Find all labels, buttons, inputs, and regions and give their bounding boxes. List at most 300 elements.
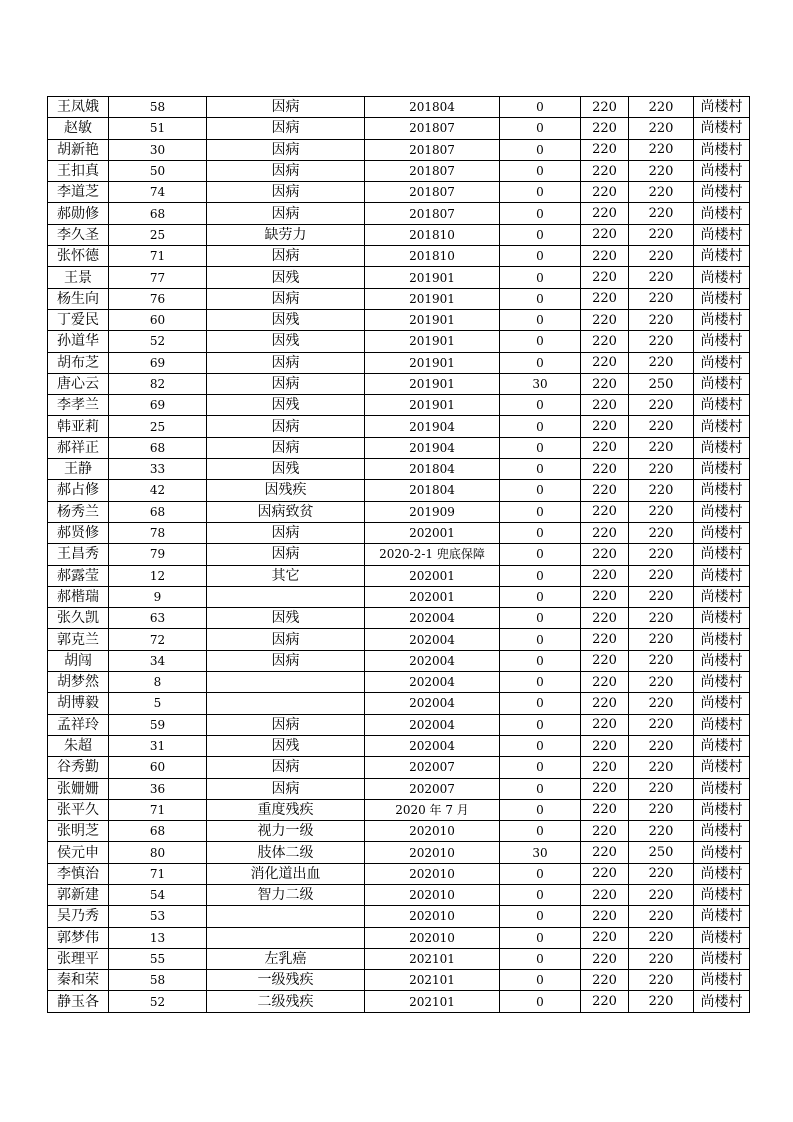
table-row <box>48 906 750 927</box>
village-cell: 尚楼村 <box>694 650 750 671</box>
add-amount-cell: 0 <box>500 97 581 118</box>
reason-cell: 因病 <box>207 778 365 799</box>
village-cell: 尚楼村 <box>694 480 750 501</box>
table-row <box>48 629 750 650</box>
name-cell: 王静 <box>48 459 109 480</box>
village-cell: 尚楼村 <box>694 693 750 714</box>
add-amount-cell: 0 <box>500 309 581 330</box>
total-amount-cell: 220 <box>629 778 694 799</box>
age-cell: 52 <box>109 991 207 1012</box>
total-amount-cell: 220 <box>629 608 694 629</box>
base-amount-cell: 220 <box>581 650 629 671</box>
age-cell: 33 <box>109 459 207 480</box>
total-amount-cell: 220 <box>629 395 694 416</box>
total-amount-cell: 220 <box>629 927 694 948</box>
name-cell: 李久圣 <box>48 224 109 245</box>
add-amount-cell: 0 <box>500 480 581 501</box>
reason-cell <box>207 927 365 948</box>
village-cell: 尚楼村 <box>694 714 750 735</box>
table-row <box>48 224 750 245</box>
name-cell: 王凤娥 <box>48 97 109 118</box>
add-amount-cell: 0 <box>500 757 581 778</box>
village-cell: 尚楼村 <box>694 884 750 905</box>
reason-cell: 因病 <box>207 182 365 203</box>
village-cell: 尚楼村 <box>694 373 750 394</box>
date-cell: 201901 <box>365 331 500 352</box>
name-cell: 谷秀勤 <box>48 757 109 778</box>
add-amount-cell: 0 <box>500 650 581 671</box>
add-amount-cell: 0 <box>500 224 581 245</box>
add-amount-cell: 0 <box>500 267 581 288</box>
total-amount-cell: 220 <box>629 139 694 160</box>
table-row <box>48 884 750 905</box>
base-amount-cell: 220 <box>581 757 629 778</box>
table-body <box>48 97 750 1013</box>
date-cell: 201807 <box>365 182 500 203</box>
age-cell: 60 <box>109 757 207 778</box>
table-row <box>48 735 750 756</box>
village-cell: 尚楼村 <box>694 139 750 160</box>
date-cell: 201807 <box>365 139 500 160</box>
age-cell: 51 <box>109 118 207 139</box>
table-row <box>48 672 750 693</box>
name-cell: 孟祥玲 <box>48 714 109 735</box>
table-row <box>48 821 750 842</box>
table-row <box>48 522 750 543</box>
name-cell: 郭克兰 <box>48 629 109 650</box>
date-cell: 201901 <box>365 352 500 373</box>
date-cell: 201807 <box>365 160 500 181</box>
base-amount-cell: 220 <box>581 501 629 522</box>
add-amount-cell: 0 <box>500 693 581 714</box>
add-amount-cell: 0 <box>500 672 581 693</box>
village-cell: 尚楼村 <box>694 224 750 245</box>
total-amount-cell: 220 <box>629 224 694 245</box>
base-amount-cell: 220 <box>581 693 629 714</box>
base-amount-cell: 220 <box>581 352 629 373</box>
total-amount-cell: 220 <box>629 693 694 714</box>
reason-cell: 因病 <box>207 757 365 778</box>
reason-cell: 视力一级 <box>207 821 365 842</box>
total-amount-cell: 220 <box>629 586 694 607</box>
table-row <box>48 586 750 607</box>
total-amount-cell: 220 <box>629 97 694 118</box>
age-cell: 71 <box>109 799 207 820</box>
table-row <box>48 608 750 629</box>
age-cell: 69 <box>109 352 207 373</box>
table-row <box>48 970 750 991</box>
reason-cell: 肢体二级 <box>207 842 365 863</box>
table-row <box>48 714 750 735</box>
village-cell: 尚楼村 <box>694 437 750 458</box>
name-cell: 张明芝 <box>48 821 109 842</box>
reason-cell: 因残 <box>207 459 365 480</box>
add-amount-cell: 0 <box>500 118 581 139</box>
add-amount-cell: 0 <box>500 906 581 927</box>
age-cell: 69 <box>109 395 207 416</box>
age-cell: 9 <box>109 586 207 607</box>
base-amount-cell: 220 <box>581 991 629 1012</box>
add-amount-cell: 0 <box>500 608 581 629</box>
reason-cell: 因残 <box>207 735 365 756</box>
age-cell: 71 <box>109 863 207 884</box>
table-row <box>48 352 750 373</box>
total-amount-cell: 220 <box>629 565 694 586</box>
age-cell: 36 <box>109 778 207 799</box>
village-cell: 尚楼村 <box>694 203 750 224</box>
add-amount-cell: 0 <box>500 395 581 416</box>
base-amount-cell: 220 <box>581 970 629 991</box>
reason-cell: 因病 <box>207 118 365 139</box>
total-amount-cell: 220 <box>629 544 694 565</box>
village-cell: 尚楼村 <box>694 97 750 118</box>
village-cell: 尚楼村 <box>694 629 750 650</box>
name-cell: 赵敏 <box>48 118 109 139</box>
table-row <box>48 842 750 863</box>
age-cell: 68 <box>109 437 207 458</box>
date-cell: 201810 <box>365 224 500 245</box>
name-cell: 郝贤修 <box>48 522 109 543</box>
reason-cell <box>207 672 365 693</box>
base-amount-cell: 220 <box>581 288 629 309</box>
age-cell: 59 <box>109 714 207 735</box>
age-cell: 78 <box>109 522 207 543</box>
total-amount-cell: 220 <box>629 416 694 437</box>
date-cell: 201810 <box>365 246 500 267</box>
table-row <box>48 501 750 522</box>
reason-cell: 重度残疾 <box>207 799 365 820</box>
base-amount-cell: 220 <box>581 778 629 799</box>
add-amount-cell: 30 <box>500 373 581 394</box>
total-amount-cell: 220 <box>629 821 694 842</box>
table-row <box>48 459 750 480</box>
reason-cell: 因病 <box>207 714 365 735</box>
village-cell: 尚楼村 <box>694 118 750 139</box>
age-cell: 68 <box>109 501 207 522</box>
total-amount-cell: 220 <box>629 331 694 352</box>
date-cell: 201904 <box>365 416 500 437</box>
add-amount-cell: 0 <box>500 927 581 948</box>
date-cell: 201904 <box>365 437 500 458</box>
reason-cell: 因病 <box>207 437 365 458</box>
village-cell: 尚楼村 <box>694 182 750 203</box>
base-amount-cell: 220 <box>581 906 629 927</box>
total-amount-cell: 220 <box>629 480 694 501</box>
date-cell: 202010 <box>365 842 500 863</box>
total-amount-cell: 220 <box>629 906 694 927</box>
add-amount-cell: 0 <box>500 735 581 756</box>
total-amount-cell: 220 <box>629 884 694 905</box>
village-cell: 尚楼村 <box>694 799 750 820</box>
base-amount-cell: 220 <box>581 203 629 224</box>
village-cell: 尚楼村 <box>694 352 750 373</box>
total-amount-cell: 220 <box>629 799 694 820</box>
village-cell: 尚楼村 <box>694 970 750 991</box>
age-cell: 8 <box>109 672 207 693</box>
add-amount-cell: 0 <box>500 821 581 842</box>
date-cell: 202004 <box>365 629 500 650</box>
add-amount-cell: 0 <box>500 437 581 458</box>
date-cell: 202010 <box>365 884 500 905</box>
date-cell: 201909 <box>365 501 500 522</box>
village-cell: 尚楼村 <box>694 267 750 288</box>
total-amount-cell: 220 <box>629 863 694 884</box>
date-cell: 202007 <box>365 757 500 778</box>
date-cell: 202004 <box>365 608 500 629</box>
age-cell: 79 <box>109 544 207 565</box>
add-amount-cell: 0 <box>500 948 581 969</box>
date-cell: 201804 <box>365 480 500 501</box>
add-amount-cell: 0 <box>500 203 581 224</box>
reason-cell: 一级残疾 <box>207 970 365 991</box>
total-amount-cell: 220 <box>629 970 694 991</box>
add-amount-cell: 0 <box>500 544 581 565</box>
name-cell: 张久凯 <box>48 608 109 629</box>
village-cell: 尚楼村 <box>694 544 750 565</box>
age-cell: 77 <box>109 267 207 288</box>
base-amount-cell: 220 <box>581 182 629 203</box>
add-amount-cell: 0 <box>500 884 581 905</box>
add-amount-cell: 0 <box>500 160 581 181</box>
reason-cell: 因残 <box>207 331 365 352</box>
add-amount-cell: 0 <box>500 799 581 820</box>
base-amount-cell: 220 <box>581 544 629 565</box>
village-cell: 尚楼村 <box>694 522 750 543</box>
date-cell: 202007 <box>365 778 500 799</box>
date-cell: 202004 <box>365 672 500 693</box>
base-amount-cell: 220 <box>581 948 629 969</box>
village-cell: 尚楼村 <box>694 757 750 778</box>
reason-cell: 因残疾 <box>207 480 365 501</box>
add-amount-cell: 30 <box>500 842 581 863</box>
add-amount-cell: 0 <box>500 459 581 480</box>
name-cell: 李慎治 <box>48 863 109 884</box>
base-amount-cell: 220 <box>581 565 629 586</box>
table-row <box>48 97 750 118</box>
age-cell: 25 <box>109 224 207 245</box>
add-amount-cell: 0 <box>500 288 581 309</box>
total-amount-cell: 220 <box>629 714 694 735</box>
date-cell: 202001 <box>365 586 500 607</box>
table-row <box>48 480 750 501</box>
base-amount-cell: 220 <box>581 586 629 607</box>
table-row <box>48 203 750 224</box>
table-row <box>48 331 750 352</box>
name-cell: 侯元申 <box>48 842 109 863</box>
age-cell: 5 <box>109 693 207 714</box>
date-cell: 202010 <box>365 821 500 842</box>
total-amount-cell: 220 <box>629 437 694 458</box>
add-amount-cell: 0 <box>500 331 581 352</box>
name-cell: 李道芝 <box>48 182 109 203</box>
name-cell: 胡新艳 <box>48 139 109 160</box>
date-cell: 202004 <box>365 650 500 671</box>
date-cell: 201901 <box>365 395 500 416</box>
date-cell: 202004 <box>365 714 500 735</box>
add-amount-cell: 0 <box>500 139 581 160</box>
date-cell: 2020 年 7 月 <box>365 799 500 820</box>
reason-cell: 因残 <box>207 395 365 416</box>
reason-cell: 智力二级 <box>207 884 365 905</box>
name-cell: 郝露莹 <box>48 565 109 586</box>
village-cell: 尚楼村 <box>694 821 750 842</box>
total-amount-cell: 220 <box>629 118 694 139</box>
date-cell: 202010 <box>365 927 500 948</box>
date-cell: 202101 <box>365 970 500 991</box>
add-amount-cell: 0 <box>500 586 581 607</box>
base-amount-cell: 220 <box>581 118 629 139</box>
total-amount-cell: 220 <box>629 629 694 650</box>
age-cell: 80 <box>109 842 207 863</box>
age-cell: 50 <box>109 160 207 181</box>
name-cell: 吴乃秀 <box>48 906 109 927</box>
age-cell: 76 <box>109 288 207 309</box>
reason-cell: 左乳癌 <box>207 948 365 969</box>
base-amount-cell: 220 <box>581 608 629 629</box>
reason-cell: 二级残疾 <box>207 991 365 1012</box>
table-row <box>48 991 750 1012</box>
village-cell: 尚楼村 <box>694 501 750 522</box>
village-cell: 尚楼村 <box>694 459 750 480</box>
table-row <box>48 182 750 203</box>
age-cell: 54 <box>109 884 207 905</box>
name-cell: 王昌秀 <box>48 544 109 565</box>
add-amount-cell: 0 <box>500 778 581 799</box>
table-row <box>48 160 750 181</box>
reason-cell: 因病 <box>207 373 365 394</box>
age-cell: 52 <box>109 331 207 352</box>
name-cell: 胡博毅 <box>48 693 109 714</box>
name-cell: 静玉各 <box>48 991 109 1012</box>
age-cell: 13 <box>109 927 207 948</box>
base-amount-cell: 220 <box>581 139 629 160</box>
base-amount-cell: 220 <box>581 309 629 330</box>
age-cell: 68 <box>109 203 207 224</box>
village-cell: 尚楼村 <box>694 309 750 330</box>
add-amount-cell: 0 <box>500 991 581 1012</box>
name-cell: 唐心云 <box>48 373 109 394</box>
table-row <box>48 246 750 267</box>
reason-cell: 因病致贫 <box>207 501 365 522</box>
base-amount-cell: 220 <box>581 246 629 267</box>
base-amount-cell: 220 <box>581 395 629 416</box>
table-row <box>48 437 750 458</box>
date-cell: 202004 <box>365 735 500 756</box>
base-amount-cell: 220 <box>581 884 629 905</box>
base-amount-cell: 220 <box>581 842 629 863</box>
name-cell: 张平久 <box>48 799 109 820</box>
reason-cell: 缺劳力 <box>207 224 365 245</box>
total-amount-cell: 220 <box>629 246 694 267</box>
age-cell: 58 <box>109 970 207 991</box>
reason-cell: 因病 <box>207 288 365 309</box>
reason-cell: 因病 <box>207 139 365 160</box>
name-cell: 张理平 <box>48 948 109 969</box>
age-cell: 68 <box>109 821 207 842</box>
table-row <box>48 118 750 139</box>
table-row <box>48 288 750 309</box>
add-amount-cell: 0 <box>500 246 581 267</box>
table-row <box>48 309 750 330</box>
village-cell: 尚楼村 <box>694 842 750 863</box>
total-amount-cell: 250 <box>629 373 694 394</box>
village-cell: 尚楼村 <box>694 906 750 927</box>
base-amount-cell: 220 <box>581 160 629 181</box>
village-cell: 尚楼村 <box>694 735 750 756</box>
table-row <box>48 948 750 969</box>
base-amount-cell: 220 <box>581 331 629 352</box>
add-amount-cell: 0 <box>500 182 581 203</box>
name-cell: 胡闯 <box>48 650 109 671</box>
total-amount-cell: 220 <box>629 501 694 522</box>
name-cell: 王扣真 <box>48 160 109 181</box>
date-cell: 201807 <box>365 203 500 224</box>
reason-cell <box>207 693 365 714</box>
base-amount-cell: 220 <box>581 735 629 756</box>
age-cell: 63 <box>109 608 207 629</box>
reason-cell: 因残 <box>207 309 365 330</box>
village-cell: 尚楼村 <box>694 246 750 267</box>
add-amount-cell: 0 <box>500 352 581 373</box>
table-row <box>48 693 750 714</box>
table-row <box>48 650 750 671</box>
table-row <box>48 416 750 437</box>
base-amount-cell: 220 <box>581 480 629 501</box>
date-cell: 201901 <box>365 373 500 394</box>
reason-cell: 因病 <box>207 650 365 671</box>
table-row <box>48 395 750 416</box>
total-amount-cell: 220 <box>629 267 694 288</box>
base-amount-cell: 220 <box>581 629 629 650</box>
base-amount-cell: 220 <box>581 799 629 820</box>
table-row <box>48 544 750 565</box>
total-amount-cell: 220 <box>629 522 694 543</box>
age-cell: 53 <box>109 906 207 927</box>
reason-cell: 因病 <box>207 246 365 267</box>
add-amount-cell: 0 <box>500 863 581 884</box>
reason-cell: 因残 <box>207 608 365 629</box>
name-cell: 胡梦然 <box>48 672 109 693</box>
age-cell: 30 <box>109 139 207 160</box>
reason-cell: 因残 <box>207 267 365 288</box>
total-amount-cell: 250 <box>629 842 694 863</box>
table-row <box>48 799 750 820</box>
village-cell: 尚楼村 <box>694 416 750 437</box>
reason-cell: 因病 <box>207 416 365 437</box>
date-cell: 201804 <box>365 97 500 118</box>
name-cell: 胡布芝 <box>48 352 109 373</box>
data-table <box>47 96 750 1013</box>
village-cell: 尚楼村 <box>694 948 750 969</box>
total-amount-cell: 220 <box>629 352 694 373</box>
date-cell: 201804 <box>365 459 500 480</box>
total-amount-cell: 220 <box>629 757 694 778</box>
base-amount-cell: 220 <box>581 672 629 693</box>
date-cell: 201901 <box>365 309 500 330</box>
reason-cell: 因病 <box>207 544 365 565</box>
date-cell: 202010 <box>365 863 500 884</box>
date-cell: 202101 <box>365 991 500 1012</box>
base-amount-cell: 220 <box>581 267 629 288</box>
name-cell: 朱超 <box>48 735 109 756</box>
age-cell: 82 <box>109 373 207 394</box>
base-amount-cell: 220 <box>581 863 629 884</box>
add-amount-cell: 0 <box>500 970 581 991</box>
village-cell: 尚楼村 <box>694 586 750 607</box>
base-amount-cell: 220 <box>581 416 629 437</box>
reason-cell: 消化道出血 <box>207 863 365 884</box>
total-amount-cell: 220 <box>629 288 694 309</box>
